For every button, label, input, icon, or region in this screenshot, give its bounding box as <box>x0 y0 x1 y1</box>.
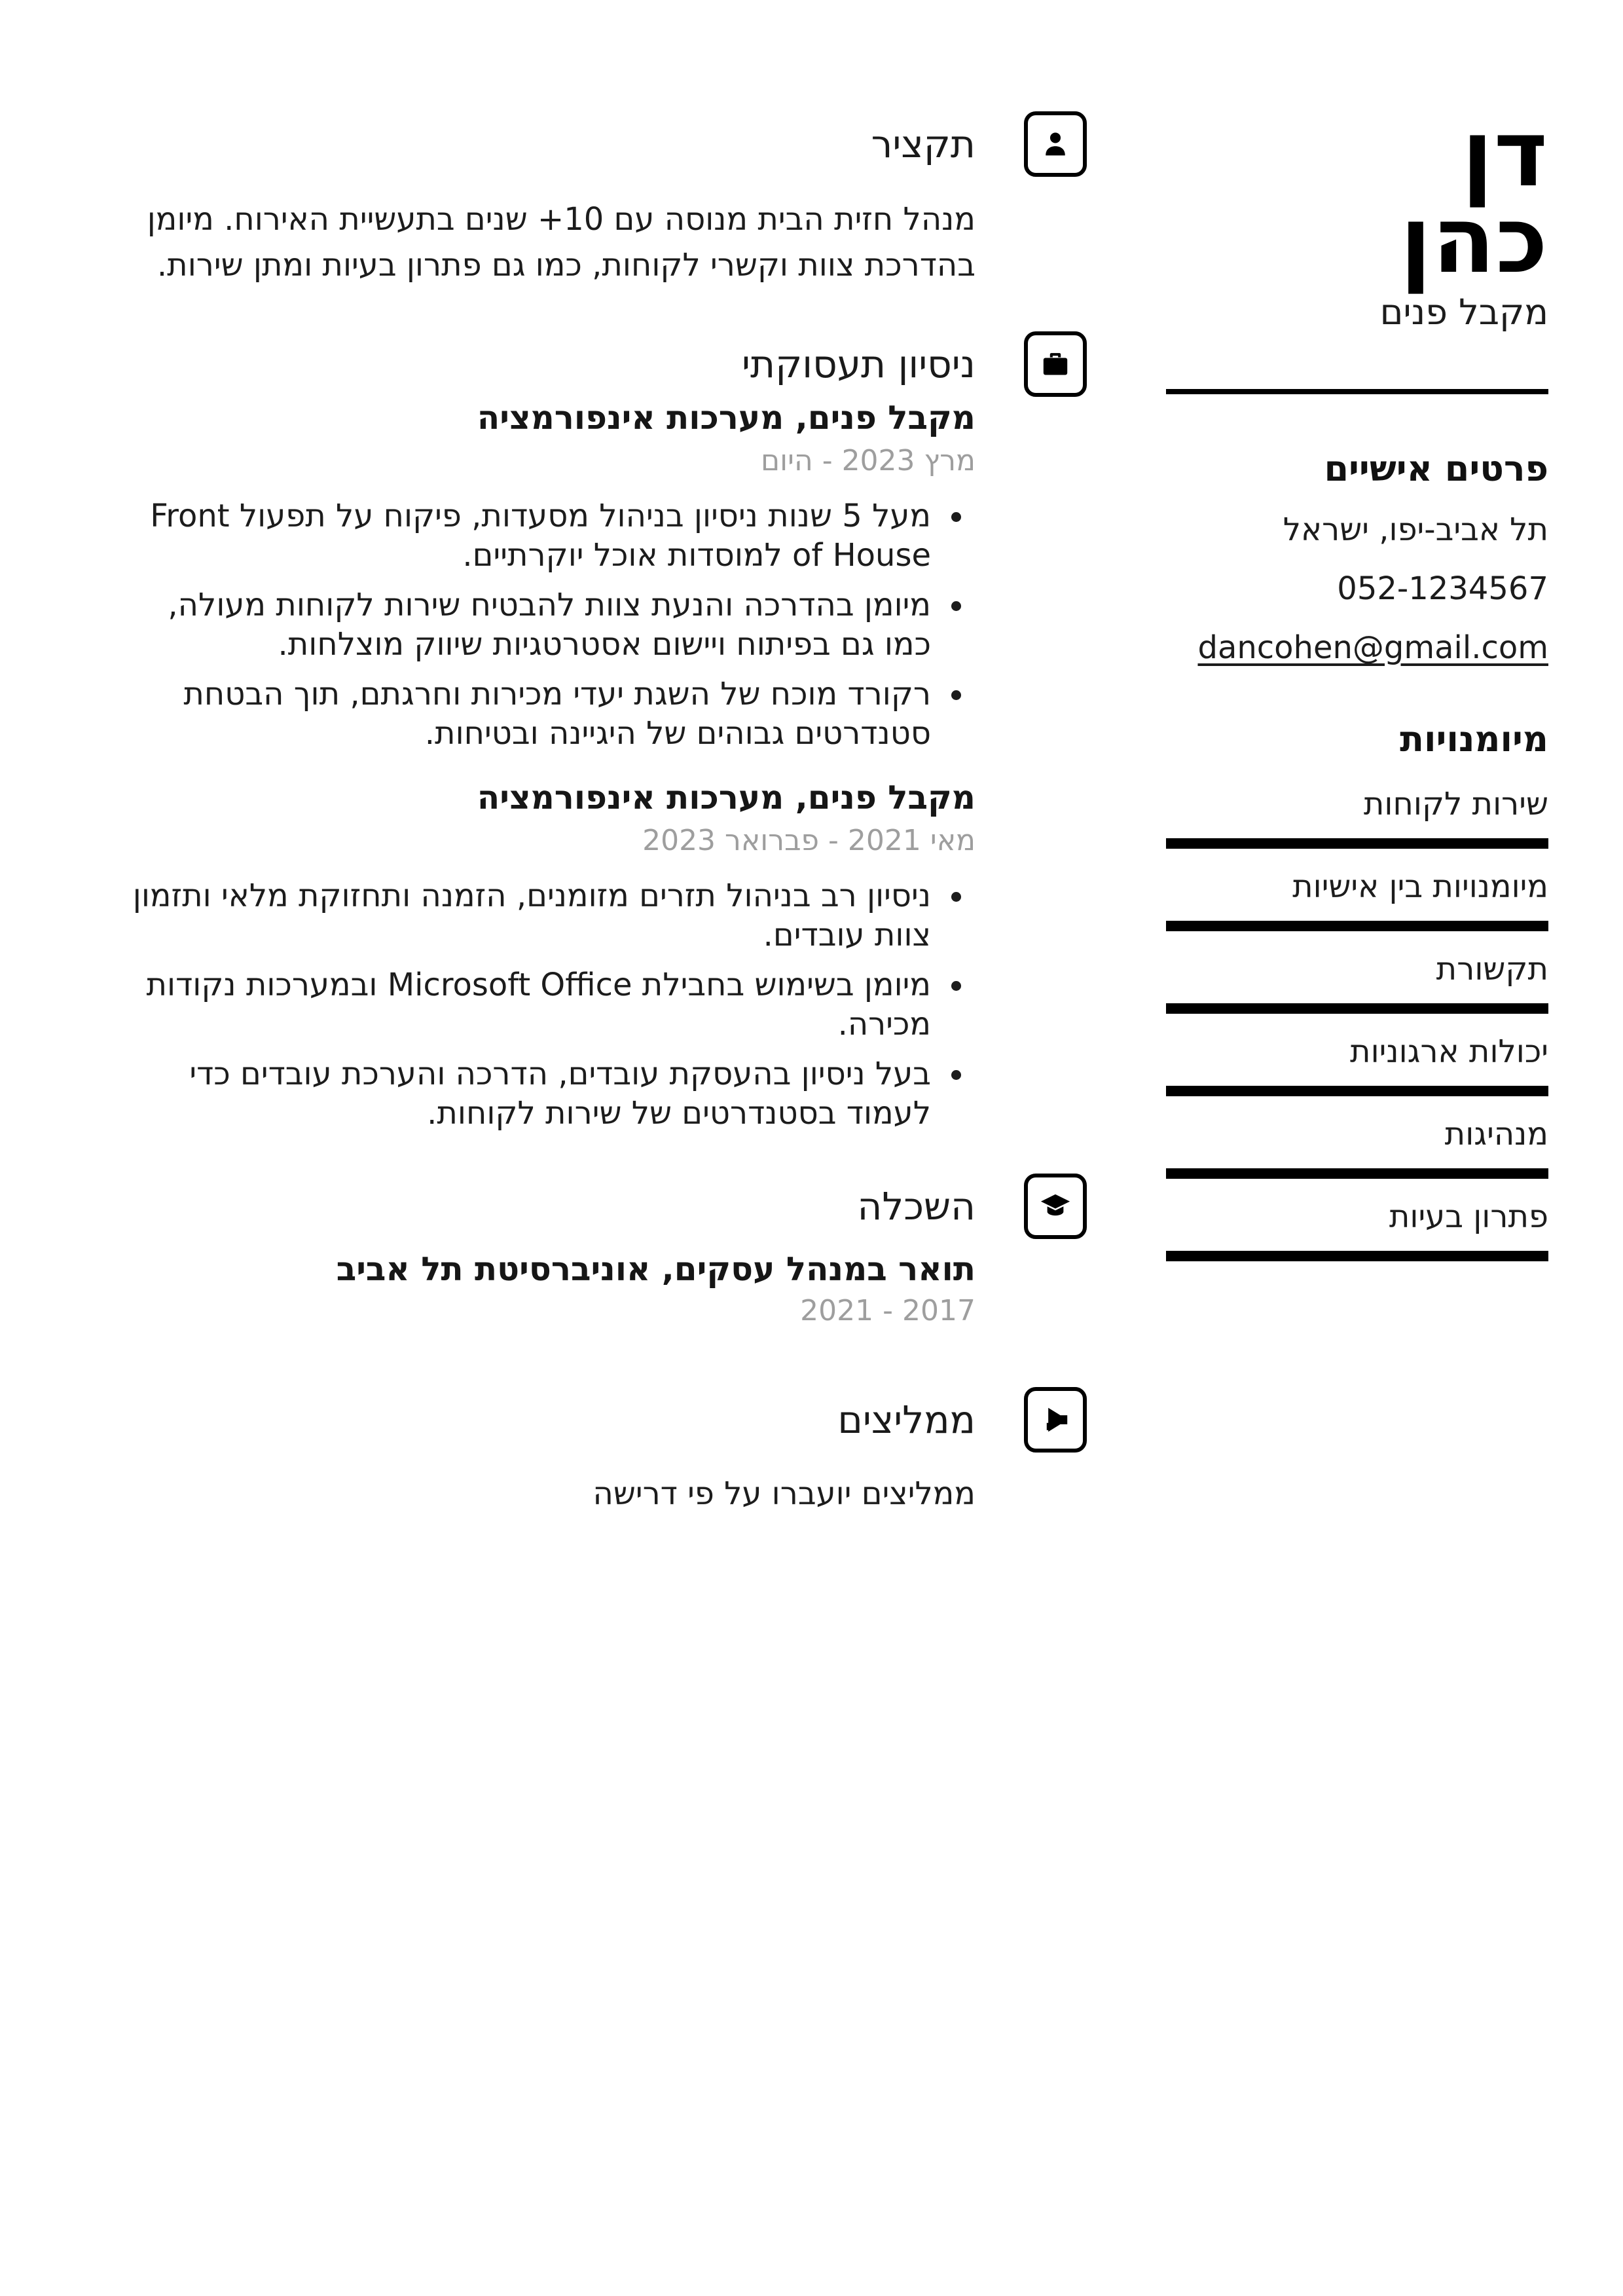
personal-details-heading: פרטים אישיים <box>1324 448 1548 489</box>
education-heading: השכלה <box>857 1184 976 1229</box>
experience-icon-box <box>1024 331 1087 397</box>
education-icon-box <box>1024 1174 1087 1239</box>
skill-label: תקשורת <box>1436 951 1548 988</box>
job-title: מקבל פנים, מערכות אינפורמציה <box>477 779 976 817</box>
main-column <box>118 111 1087 1514</box>
job-date: מאי 2021 - פברואר 2023 <box>642 824 976 857</box>
skill-bar <box>1166 1003 1548 1014</box>
bullet-item: • ניסיון רב בניהול תזרים מזומנים, הזמנה ותחזוקת מלאי ותזמון צוות עובדים. <box>118 876 938 955</box>
location-text: תל אביב-יפו, ישראל <box>1283 511 1548 548</box>
references-icon-box <box>1024 1387 1087 1453</box>
email-link[interactable]: dancohen@gmail.com <box>1197 629 1548 666</box>
job-entry <box>118 397 976 753</box>
bullet-item: • מיומן בשימוש בחבילת Microsoft Office ובמערכות נקודות מכירה. <box>118 965 938 1044</box>
experience-header <box>118 331 1087 397</box>
education-date: 2017 - 2021 <box>800 1294 976 1327</box>
skill-item <box>1166 787 1548 849</box>
section-references <box>118 1387 1087 1514</box>
skill-label: מיומנויות בין אישיות <box>1292 868 1548 905</box>
section-summary <box>118 111 1087 288</box>
skill-bar-fill <box>1166 1168 1548 1179</box>
bullet-item: • בעל ניסיון בהעסקת עובדים, הדרכה והערכת עובדים כדי לעמוד בסטנדרטים של שירות לקוחות. <box>118 1054 938 1133</box>
personal-details <box>1166 513 1548 665</box>
skill-bar <box>1166 1086 1548 1096</box>
graduation-cap-icon <box>1038 1189 1072 1223</box>
skill-label: יכולות ארגוניות <box>1350 1033 1548 1070</box>
resume-columns <box>118 101 1548 1514</box>
skill-bar <box>1166 1251 1548 1261</box>
references-text: ממליצים יועברו על פי דרישה <box>593 1475 976 1512</box>
skill-bar-fill <box>1166 1003 1548 1014</box>
person-job-title: מקבל פנים <box>1379 291 1548 333</box>
person-last-name: כהן <box>1400 187 1548 294</box>
job-bullets <box>118 876 976 1133</box>
job-bullets <box>118 496 976 753</box>
experience-heading: ניסיון תעסוקתי <box>742 342 976 386</box>
skill-bar <box>1166 921 1548 931</box>
skill-bar <box>1166 838 1548 849</box>
skill-item <box>1166 952 1548 1014</box>
skill-bar-fill <box>1166 921 1548 931</box>
skill-item <box>1166 870 1548 931</box>
skill-bar-fill <box>1166 1086 1548 1096</box>
bullet-item: • רקורד מוכח של השגת יעדי מכירות וחרגתם, תוך הבטחת סטנדרטים גבוהים של היגיינה ובטיחות. <box>118 675 938 753</box>
summary-heading: תקציר <box>871 122 976 166</box>
phone-text: 052-1234567 <box>1337 570 1548 607</box>
skill-label: שירות לקוחות <box>1363 786 1548 823</box>
section-experience <box>118 331 1087 1133</box>
section-education <box>118 1174 1087 1329</box>
job-title: מקבל פנים, מערכות אינפורמציה <box>477 399 976 437</box>
references-heading: ממליצים <box>837 1398 976 1442</box>
summary-icon-box <box>1024 111 1087 177</box>
job-entry <box>118 777 976 1133</box>
jobs-container <box>118 397 1087 1133</box>
sidebar <box>1166 101 1548 1514</box>
skill-item <box>1166 1035 1548 1096</box>
person-icon <box>1038 127 1072 161</box>
skill-item <box>1166 1117 1548 1179</box>
person-name <box>1166 101 1548 294</box>
skills-list <box>1166 787 1548 1261</box>
summary-header <box>118 111 1087 177</box>
skill-bar <box>1166 1168 1548 1179</box>
person-first-name: דן <box>1461 101 1548 208</box>
skill-bar-fill <box>1166 1251 1548 1261</box>
bullet-item: • מעל 5 שנות ניסיון בניהול מסעדות, פיקוח על תפעול Front of House למוסדות אוכל יוקרתיים. <box>118 496 938 575</box>
job-date: מרץ 2023 - היום <box>760 444 976 477</box>
skill-bar-fill <box>1166 838 1548 849</box>
skill-label: מנהיגות <box>1444 1116 1548 1153</box>
skill-label: פתרון בעיות <box>1389 1198 1548 1235</box>
education-header <box>118 1174 1087 1239</box>
summary-text: מנהל חזית הבית מנוסה עם 10+ שנים בתעשיית האירוח. מיומן בהדרכת צוות וקשרי לקוחות, כמו גם פתרון בעיות ומתן שירות. <box>147 201 976 284</box>
briefcase-icon <box>1038 347 1072 381</box>
sidebar-divider <box>1166 389 1548 394</box>
education-degree: תואר במנהל עסקים, אוניברסיטת תל אביב <box>336 1250 976 1288</box>
skill-item <box>1166 1200 1548 1261</box>
megaphone-icon <box>1038 1403 1072 1437</box>
bullet-item: • מיומן בהדרכה והנעת צוות להבטיח שירות לקוחות מעולה, כמו גם בפיתוח ויישום אסטרטגיות שיווק מוצלחות. <box>118 585 938 664</box>
skills-heading: מיומנויות <box>1400 718 1548 760</box>
references-header <box>118 1387 1087 1453</box>
